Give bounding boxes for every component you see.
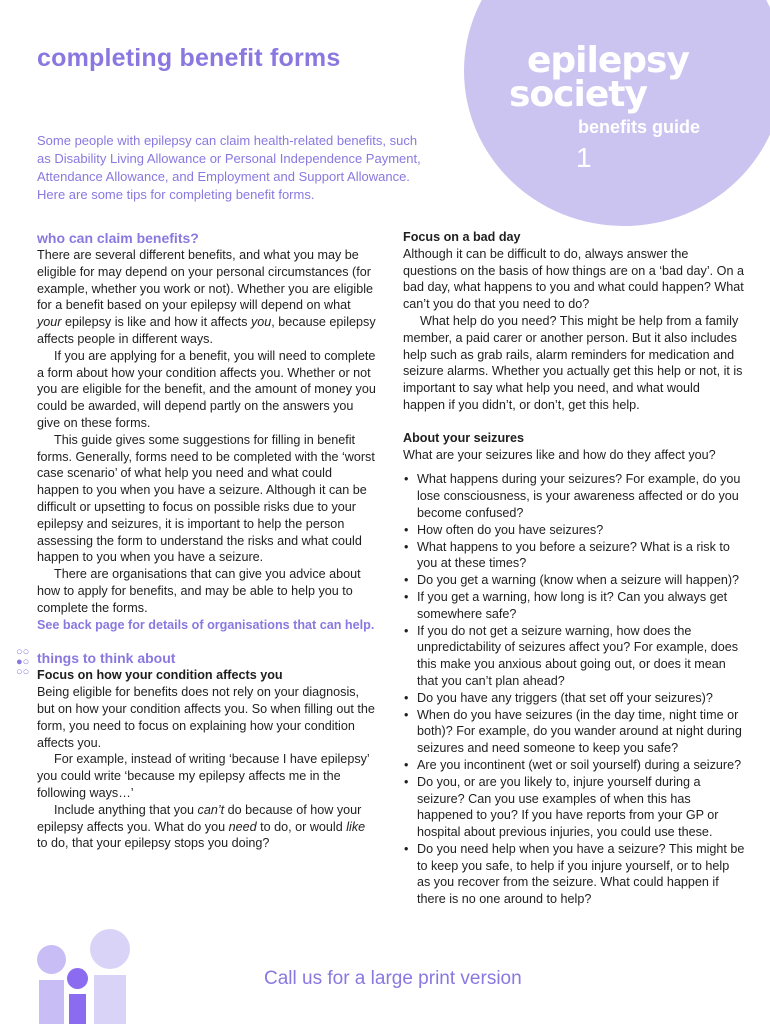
heading-things-to-think: things to think about [37,650,176,667]
paragraph-eligibility: There are several different benefits, and what you may be eligible for may depend on your personal circumstances (for example, whether you work or not). Whether you are eligible for a benefit based on your epilepsy will depend on what your epilepsy is like and how it affects you, because epilepsy affects people in different ways. [37,248,376,346]
footer-large-print: Call us for a large print version [264,968,522,989]
see-back-page-link[interactable]: See back page for details of organisations that can help. [37,617,375,632]
subheading-seizures: About your seizures [403,430,525,445]
list-item: • How often do you have seizures? [403,522,745,539]
heading-who-can-claim: who can claim benefits? [37,230,199,246]
list-item: • What happens to you before a seizure? What is a risk to you at these times? [403,539,745,573]
list-item: • Do you, or are you likely to, injure yourself during a seizure? Can you use examples of when this has happened to you? If you have reports from your GP or hospital about previous injuries, you could use these. [403,774,745,841]
guide-label: benefits guide [578,117,701,137]
people-icon: ○○ ●○ ○○ [16,646,30,678]
intro-paragraph: Some people with epilepsy can claim health-related benefits, such as Disability Living Allowance or Personal Independence Payment, Attendance Allowance, and Employment and Support Allowance. Here are some tips for completing benefit forms. [37,133,421,202]
list-item: • Do you get a warning (know when a seizure will happen)? [403,572,745,589]
list-item: • Do you need help when you have a seizure? This might be to keep you safe, to help if you injure yourself, or to help as you recover from the seizure. What could happen if there is no one around to help? [403,841,745,908]
paragraph-diagnosis: Being eligible for benefits does not rely on your diagnosis, but on how your condition affects you. So when filling out the form, you need to focus on explaining how your condition affects you. [37,685,375,750]
logo-society: society [509,74,647,115]
paragraph-bad-day: Although it can be difficult to do, always answer the questions on the basis of how things are on a ‘bad day’. On a bad day, what happens to you and what could happen? What can’t you do that you need to do? [403,246,744,312]
paragraph-help: What help do you need? This might be help from a family member, a paid carer or another person. But it also includes help such as grab rails, alarm reminders for medication and seizure alarms. Whether you actually get this help or not, it is important to say what help you need, and what would happen if you didn’t, or don’t, get this help. [403,313,743,412]
subheading-condition: Focus on how your condition affects you [37,668,283,683]
list-item: • Are you incontinent (wet or soil yourself) during a seizure? [403,757,745,774]
page-title: completing benefit forms [37,44,341,72]
paragraph-organisations: There are organisations that can give you advice about how to apply for benefits, and may be able to help you to complete the forms. [37,567,361,615]
list-item: • When do you have seizures (in the day time, night time or both)? For example, do you wander around at night during seizures and need someone to keep you safe? [403,707,745,757]
paragraph-guide: This guide gives some suggestions for filling in benefit forms. Generally, forms need to be completed with the ‘worst case scenario’ of what help you need and what could happen to you when you have a seizure. Although it can be difficult or upsetting to focus on possible risks due to your epilepsy and seizures, it is important to help the person assessing the form to understand the risks and what could happen to you when you have a seizure. [37,432,375,565]
paragraph-seizures: What are your seizures like and how do they affect you? [403,447,716,462]
subheading-bad-day: Focus on a bad day [403,230,521,244]
paragraph-applying: If you are applying for a benefit, you will need to complete a form about how your condition affects you. Whether or not you are eligible for the benefit, and the amount of money you could be awarded, will depend partly on the answers you give on these forms. [37,348,376,430]
list-item: • If you do not get a seizure warning, how does the unpredictability of seizures affect you? For example, does this make you anxious about going out, or does it mean that you can’t plan ahead? [403,623,745,690]
seizure-questions-list [403,471,745,908]
paragraph-include: Include anything that you can’t do because of how your epilepsy affects you. What do you need to do, or would like to do, that your epilepsy stops you doing? [37,802,366,851]
right-column [403,229,745,908]
list-item: • Do you have any triggers (that set off your seizures)? [403,690,745,707]
left-column [37,229,377,852]
guide-number: 1 [576,142,592,173]
list-item: • What happens during your seizures? For example, do you lose consciousness, is your awareness affected or do you become confused? [403,471,745,521]
list-item: • If you get a warning, how long is it? Can you always get somewhere safe? [403,589,745,623]
logo-epilepsy: epilepsy [527,40,689,81]
paragraph-example: For example, instead of writing ‘because I have epilepsy’ you could write ‘because my epilepsy affects me in the following ways…’ [37,752,370,800]
